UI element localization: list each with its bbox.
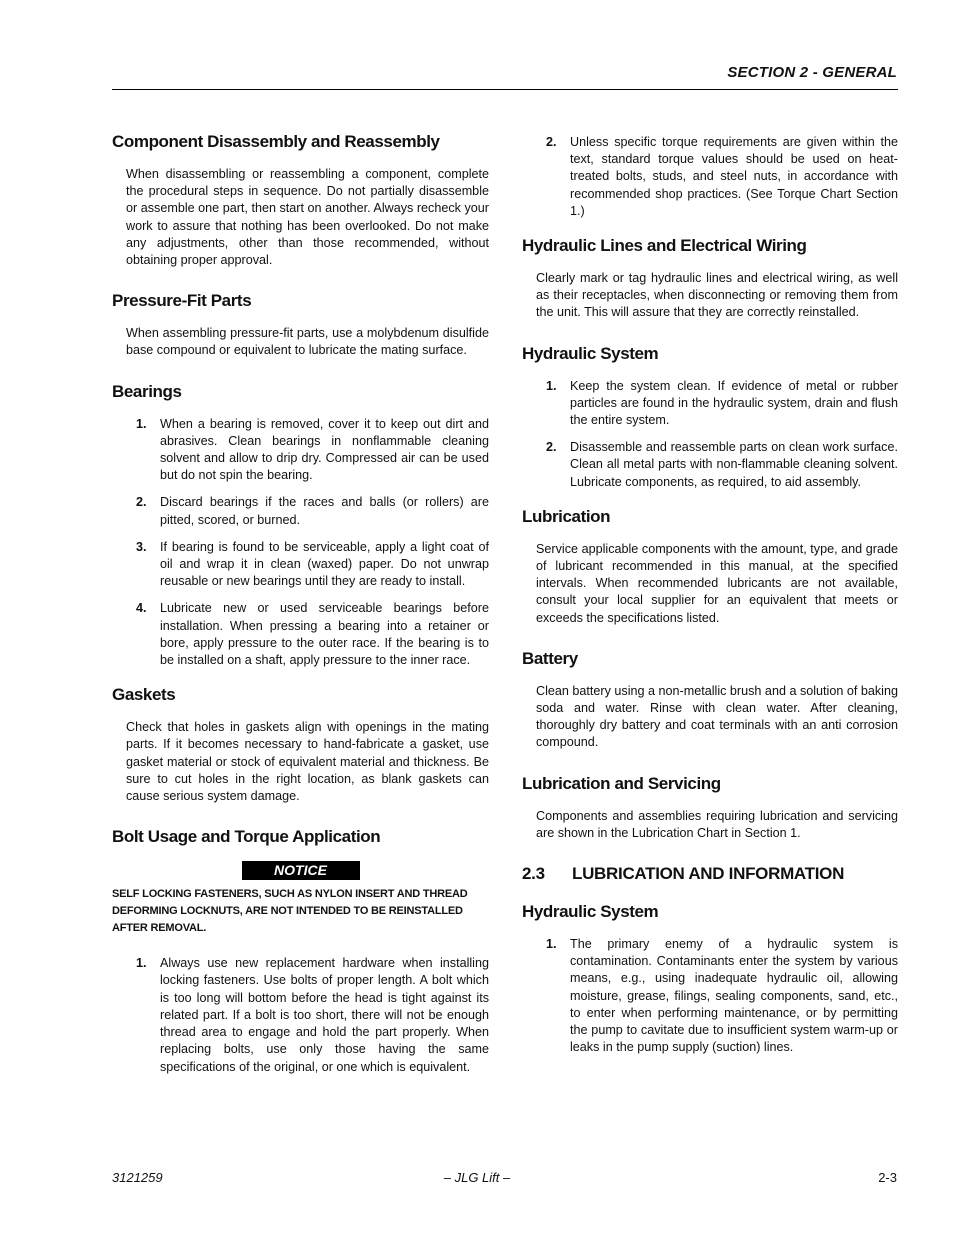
heading-hydraulic-system-2: Hydraulic System (522, 902, 659, 922)
list-item-text: Disassemble and reassemble parts on clean work surface. Clean all metal parts with non-flammable cleaning solvent. Lubricate components, as required, to aid assembly. (570, 440, 898, 489)
list-item-number: 2. (136, 495, 147, 510)
list-item-text: Keep the system clean. If evidence of metal or rubber particles are found in the hydraulic system, drain and flush the entire system. (570, 378, 898, 428)
right-column (522, 134, 898, 1073)
heading-hydraulic-lines: Hydraulic Lines and Electrical Wiring (522, 236, 807, 256)
list-item-number: 1. (136, 956, 147, 971)
list-item-number: 1. (546, 937, 557, 952)
hydraulic-system-list-2 (522, 936, 898, 1056)
list-item-number: 4. (136, 601, 147, 616)
notice-text: SELF LOCKING FASTENERS, SUCH AS NYLON INSERT AND THREAD DEFORMING LOCKNUTS, ARE NOT INTENDED TO BE REINSTALLED AFTER REMOVAL. (112, 888, 468, 935)
list-item-number: 1. (136, 416, 147, 431)
list-item (112, 416, 489, 485)
paragraph-pressure-fit-parts: When assembling pressure-fit parts, use a molybdenum disulfide base compound or equivalent to lubricate the mating surface. (126, 326, 489, 358)
list-item-number: 2. (546, 135, 557, 149)
list-item-text: Unless specific torque requirements are given within the text, standard torque values should be used on heat-treated bolts, studs, and steel nuts, in accordance with recommended shop practices. (See Torque Chart Section 1.) (570, 135, 898, 218)
paragraph-hydraulic-lines: Clearly mark or tag hydraulic lines and electrical wiring, as well as their receptacles, when disconnecting or removing them from the unit. This will assure that they are correctly reinstalled. (536, 271, 898, 320)
notice-badge-wrap (112, 861, 489, 880)
heading-pressure-fit-parts: Pressure-Fit Parts (112, 291, 252, 311)
list-item-text: When a bearing is removed, cover it to keep out dirt and abrasives. Clean bearings in nonflammable cleaning solvent and allow to drip dry. Compressed air can be used but do not spin the bearing. (160, 416, 489, 483)
heading-gaskets: Gaskets (112, 685, 176, 705)
list-item (112, 494, 489, 528)
list-item-number: 1. (546, 378, 557, 393)
heading-battery: Battery (522, 648, 578, 668)
list-item-number: 3. (136, 539, 147, 554)
footer-center: – JLG Lift – (443, 1170, 511, 1185)
list-item-text: Discard bearings if the races and balls (or rollers) are pitted, scored, or burned. (160, 495, 489, 527)
paragraph-lubrication-servicing: Components and assemblies requiring lubrication and servicing are shown in the Lubrication Chart in Section 1. (536, 808, 898, 840)
list-item-text: Lubricate new or used serviceable bearings before installation. When pressing a bearing into a retainer or bore, apply pressure to the outer race. If the bearing is to be installed on a shaft, apply pressure to the inner race. (160, 601, 489, 668)
section-heading-2-3 (522, 864, 898, 884)
heading-bolt-usage: Bolt Usage and Torque Application (112, 827, 381, 847)
bolt-usage-list-continued (522, 134, 898, 220)
bolt-usage-list (112, 955, 489, 1075)
list-item-text: The primary enemy of a hydraulic system is contamination. Contaminants enter the system by various means, e.g., using inadequate hydraulic oil, allowing moisture, grease, filings, sealing components, sand, etc., to enter when performing maintenance, or by permitting the pump to cavitate due to insufficient system warm-up or leaks in the pump supply (suction) lines. (570, 937, 898, 1055)
section-number: 2.3 (522, 864, 545, 884)
paragraph-battery: Clean battery using a non-metallic brush and a solution of baking soda and water. Rinse with clean water. After cleaning, thoroughly dry battery and coat terminals with an anti corrosion compound. (536, 683, 898, 750)
list-item-text: Always use new replacement hardware when installing locking fasteners. Use bolts of proper length. A bolt which is too long will bottom before the head is tight against its related part. If a bolt is too short, there will not be enough thread area to engage and hold the part properly. When replacing bolts, use only those having the same specifications of the original, or one which is equivalent. (160, 956, 489, 1074)
heading-lubrication-servicing: Lubrication and Servicing (522, 773, 721, 793)
paragraph-lubrication: Service applicable components with the amount, type, and grade of lubricant recommended in this manual, at the specified intervals. When recommended lubricants are not available, consult your local supplier for an equivalent that meets or exceeds the specifications listed. (536, 541, 898, 625)
list-item (112, 600, 489, 669)
list-item (522, 936, 898, 1056)
header-rule (112, 89, 898, 90)
list-item-text: If bearing is found to be serviceable, apply a light coat of oil and wrap it in clean (waxed) paper. Do not unwrap reusable or new bearings until they are ready to install. (160, 539, 489, 589)
heading-component-disassembly: Component Disassembly and Reassembly (112, 132, 440, 151)
page-header-title: SECTION 2 - GENERAL (727, 64, 897, 81)
bearings-list (112, 416, 489, 670)
paragraph-component-disassembly: When disassembling or reassembling a component, complete the procedural steps in sequence. Do not partially disassemble or assemble one part, then start on another. Always recheck your work to assure that nothing has been overlooked. Do not make any adjustments, other than those recommended, without obtaining proper approval. (126, 167, 489, 268)
list-item (522, 439, 898, 491)
list-item-number: 2. (546, 440, 557, 455)
paragraph-gaskets: Check that holes in gaskets align with openings in the mating parts. If it becomes necessary to hand-fabricate a gasket, use gasket material or stock of equivalent material and thickness. Be sure to cut holes in the right location, as blank gaskets can cause serious system damage. (126, 720, 489, 804)
hydraulic-system-list (522, 378, 898, 491)
left-column (112, 132, 489, 1092)
list-item (522, 134, 898, 220)
list-item (112, 539, 489, 591)
section-title: LUBRICATION AND INFORMATION (572, 864, 845, 884)
heading-hydraulic-system: Hydraulic System (522, 343, 659, 363)
heading-bearings: Bearings (112, 381, 182, 401)
list-item (522, 378, 898, 430)
notice-badge: NOTICE (242, 861, 360, 880)
list-item (112, 955, 489, 1075)
footer-page-number: 2-3 (878, 1170, 897, 1185)
heading-lubrication: Lubrication (522, 506, 611, 526)
footer-doc-number: 3121259 (112, 1170, 163, 1185)
